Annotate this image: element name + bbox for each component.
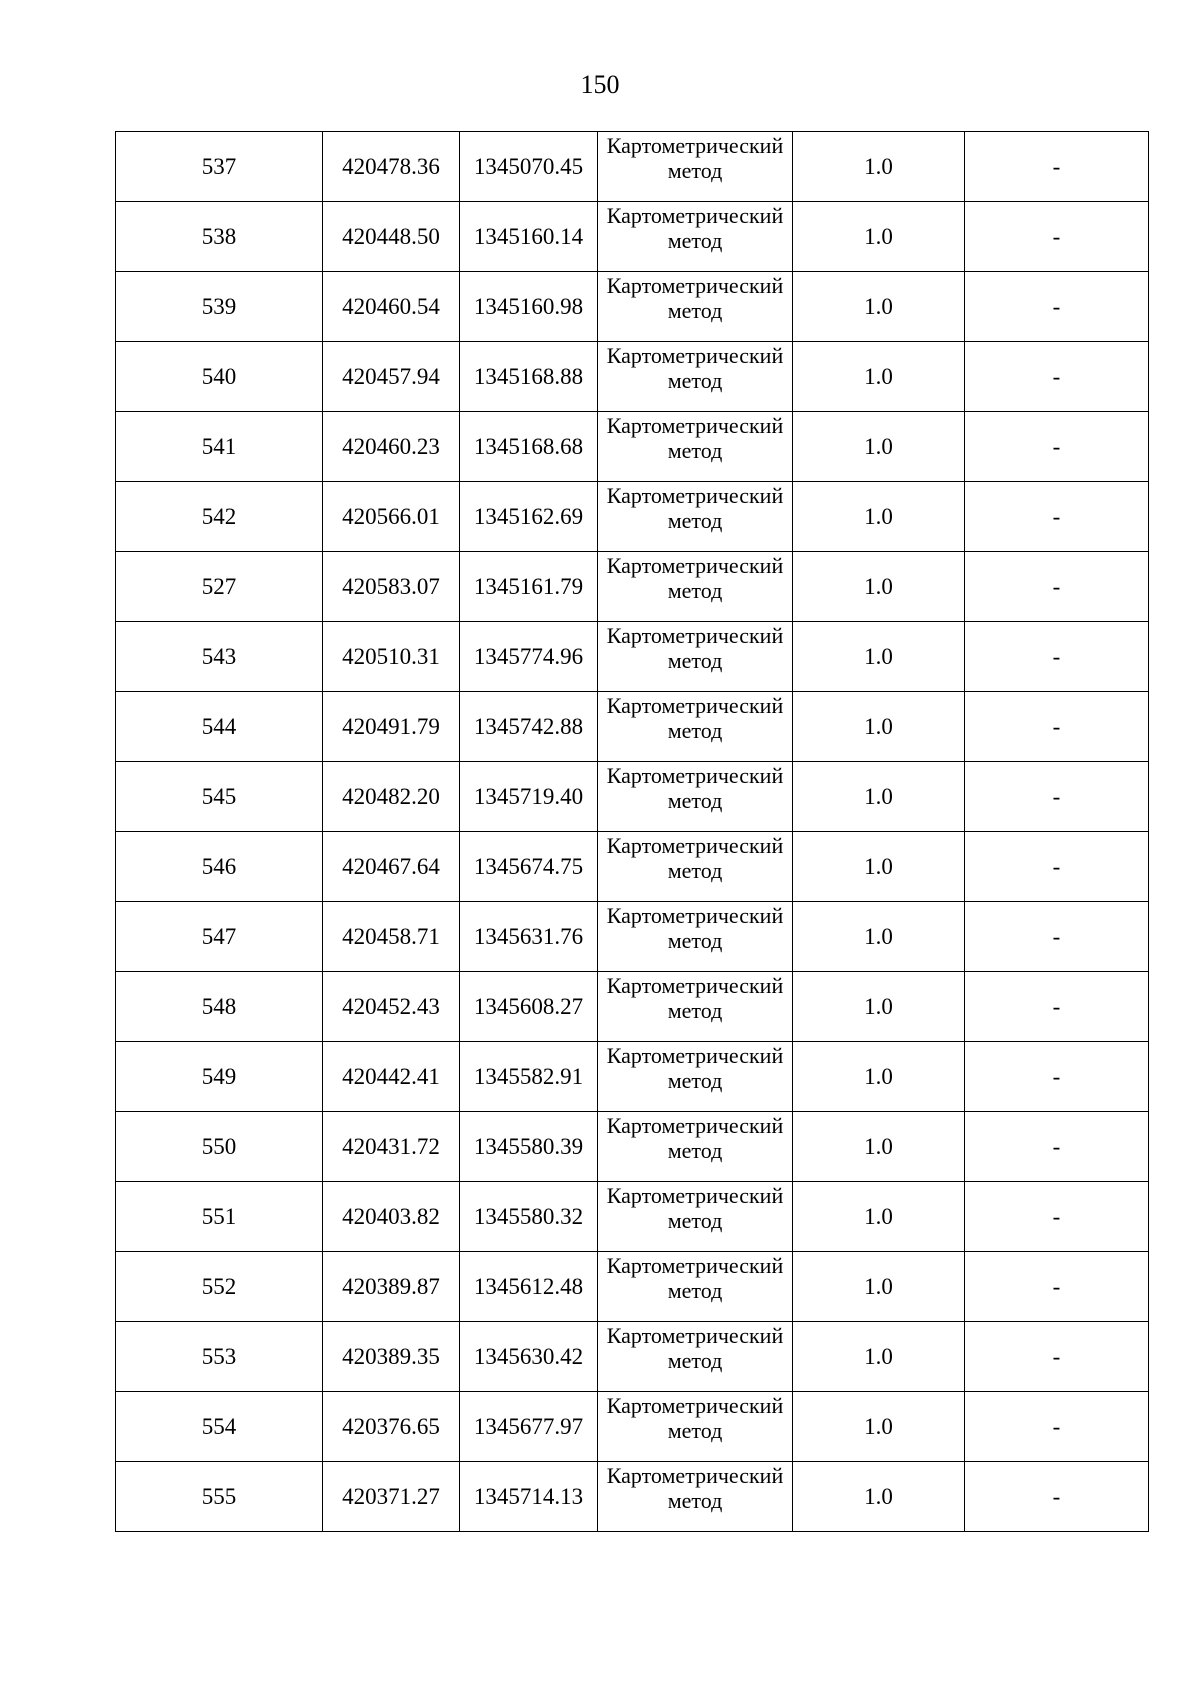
accuracy-cell: 1.0 [793, 692, 965, 762]
point-number-cell: 553 [116, 1322, 323, 1392]
method-line-2: метод [667, 298, 723, 323]
method-line-2: метод [667, 438, 723, 463]
table-row [116, 1462, 1149, 1532]
method-line-1: Картометрический [606, 273, 784, 298]
y-coordinate-cell: 1345719.40 [460, 762, 598, 832]
note-cell: - [965, 132, 1149, 202]
accuracy-cell: 1.0 [793, 1112, 965, 1182]
point-number-cell: 543 [116, 622, 323, 692]
point-number-cell: 546 [116, 832, 323, 902]
note-cell: - [965, 202, 1149, 272]
method-line-2: метод [667, 998, 723, 1023]
method-cell [598, 1042, 793, 1112]
note-cell: - [965, 412, 1149, 482]
y-coordinate-cell: 1345742.88 [460, 692, 598, 762]
method-cell [598, 202, 793, 272]
method-line-2: метод [667, 508, 723, 533]
method-line-2: метод [667, 578, 723, 603]
method-line-1: Картометрический [606, 133, 784, 158]
accuracy-cell: 1.0 [793, 1462, 965, 1532]
note-cell: - [965, 762, 1149, 832]
x-coordinate-cell: 420510.31 [323, 622, 460, 692]
accuracy-cell: 1.0 [793, 132, 965, 202]
method-line-1: Картометрический [606, 833, 784, 858]
accuracy-cell: 1.0 [793, 412, 965, 482]
x-coordinate-cell: 420452.43 [323, 972, 460, 1042]
method-line-1: Картометрический [606, 623, 784, 648]
note-cell: - [965, 1182, 1149, 1252]
method-cell [598, 972, 793, 1042]
method-cell [598, 762, 793, 832]
table-row [116, 132, 1149, 202]
point-number-cell: 554 [116, 1392, 323, 1462]
method-line-1: Картометрический [606, 1253, 784, 1278]
accuracy-cell: 1.0 [793, 1252, 965, 1322]
accuracy-cell: 1.0 [793, 1322, 965, 1392]
method-line-2: метод [667, 1208, 723, 1233]
method-line-1: Картометрический [606, 693, 784, 718]
table-row [116, 622, 1149, 692]
x-coordinate-cell: 420371.27 [323, 1462, 460, 1532]
method-line-2: метод [667, 1348, 723, 1373]
accuracy-cell: 1.0 [793, 1182, 965, 1252]
x-coordinate-cell: 420491.79 [323, 692, 460, 762]
x-coordinate-cell: 420482.20 [323, 762, 460, 832]
note-cell: - [965, 1462, 1149, 1532]
method-cell [598, 1392, 793, 1462]
accuracy-cell: 1.0 [793, 202, 965, 272]
x-coordinate-cell: 420389.87 [323, 1252, 460, 1322]
note-cell: - [965, 1392, 1149, 1462]
accuracy-cell: 1.0 [793, 482, 965, 552]
table-row [116, 832, 1149, 902]
y-coordinate-cell: 1345160.98 [460, 272, 598, 342]
note-cell: - [965, 342, 1149, 412]
table-row [116, 1112, 1149, 1182]
table-row [116, 762, 1149, 832]
accuracy-cell: 1.0 [793, 342, 965, 412]
y-coordinate-cell: 1345161.79 [460, 552, 598, 622]
method-line-1: Картометрический [606, 903, 784, 928]
table-row [116, 1042, 1149, 1112]
point-number-cell: 537 [116, 132, 323, 202]
y-coordinate-cell: 1345582.91 [460, 1042, 598, 1112]
method-cell [598, 1322, 793, 1392]
note-cell: - [965, 902, 1149, 972]
y-coordinate-cell: 1345612.48 [460, 1252, 598, 1322]
y-coordinate-cell: 1345168.88 [460, 342, 598, 412]
table-row [116, 342, 1149, 412]
method-line-2: метод [667, 228, 723, 253]
method-line-2: метод [667, 1138, 723, 1163]
y-coordinate-cell: 1345774.96 [460, 622, 598, 692]
y-coordinate-cell: 1345608.27 [460, 972, 598, 1042]
accuracy-cell: 1.0 [793, 902, 965, 972]
method-cell [598, 412, 793, 482]
method-line-2: метод [667, 1418, 723, 1443]
y-coordinate-cell: 1345580.32 [460, 1182, 598, 1252]
x-coordinate-cell: 420583.07 [323, 552, 460, 622]
point-number-cell: 542 [116, 482, 323, 552]
point-number-cell: 538 [116, 202, 323, 272]
y-coordinate-cell: 1345168.68 [460, 412, 598, 482]
accuracy-cell: 1.0 [793, 552, 965, 622]
x-coordinate-cell: 420460.23 [323, 412, 460, 482]
method-line-2: метод [667, 928, 723, 953]
method-line-2: метод [667, 1278, 723, 1303]
note-cell: - [965, 1112, 1149, 1182]
note-cell: - [965, 1252, 1149, 1322]
x-coordinate-cell: 420442.41 [323, 1042, 460, 1112]
method-line-1: Картометрический [606, 1323, 784, 1348]
accuracy-cell: 1.0 [793, 832, 965, 902]
method-cell [598, 1252, 793, 1322]
method-cell [598, 1462, 793, 1532]
y-coordinate-cell: 1345714.13 [460, 1462, 598, 1532]
y-coordinate-cell: 1345630.42 [460, 1322, 598, 1392]
y-coordinate-cell: 1345677.97 [460, 1392, 598, 1462]
x-coordinate-cell: 420460.54 [323, 272, 460, 342]
method-line-2: метод [667, 158, 723, 183]
x-coordinate-cell: 420457.94 [323, 342, 460, 412]
method-cell [598, 482, 793, 552]
method-cell [598, 622, 793, 692]
x-coordinate-cell: 420376.65 [323, 1392, 460, 1462]
method-line-2: метод [667, 858, 723, 883]
table-row [116, 552, 1149, 622]
coordinates-table [115, 131, 1149, 1532]
point-number-cell: 544 [116, 692, 323, 762]
point-number-cell: 549 [116, 1042, 323, 1112]
method-cell [598, 552, 793, 622]
table-row [116, 1392, 1149, 1462]
method-line-2: метод [667, 1068, 723, 1093]
table-body [116, 132, 1149, 1532]
point-number-cell: 545 [116, 762, 323, 832]
note-cell: - [965, 972, 1149, 1042]
method-line-1: Картометрический [606, 1463, 784, 1488]
table-row [116, 902, 1149, 972]
accuracy-cell: 1.0 [793, 1042, 965, 1112]
x-coordinate-cell: 420467.64 [323, 832, 460, 902]
method-cell [598, 902, 793, 972]
x-coordinate-cell: 420448.50 [323, 202, 460, 272]
point-number-cell: 539 [116, 272, 323, 342]
method-line-1: Картометрический [606, 973, 784, 998]
point-number-cell: 550 [116, 1112, 323, 1182]
point-number-cell: 552 [116, 1252, 323, 1322]
note-cell: - [965, 552, 1149, 622]
method-cell [598, 132, 793, 202]
accuracy-cell: 1.0 [793, 762, 965, 832]
point-number-cell: 555 [116, 1462, 323, 1532]
method-line-2: метод [667, 788, 723, 813]
note-cell: - [965, 1042, 1149, 1112]
method-cell [598, 272, 793, 342]
note-cell: - [965, 622, 1149, 692]
point-number-cell: 527 [116, 552, 323, 622]
note-cell: - [965, 482, 1149, 552]
x-coordinate-cell: 420431.72 [323, 1112, 460, 1182]
accuracy-cell: 1.0 [793, 972, 965, 1042]
point-number-cell: 547 [116, 902, 323, 972]
point-number-cell: 540 [116, 342, 323, 412]
method-line-1: Картометрический [606, 483, 784, 508]
table-row [116, 1322, 1149, 1392]
table-row [116, 412, 1149, 482]
method-line-2: метод [667, 648, 723, 673]
method-line-2: метод [667, 1488, 723, 1513]
method-cell [598, 692, 793, 762]
method-cell [598, 342, 793, 412]
method-line-1: Картометрический [606, 1043, 784, 1068]
method-line-1: Картометрический [606, 343, 784, 368]
point-number-cell: 541 [116, 412, 323, 482]
y-coordinate-cell: 1345070.45 [460, 132, 598, 202]
method-line-1: Картометрический [606, 203, 784, 228]
table-row [116, 272, 1149, 342]
x-coordinate-cell: 420403.82 [323, 1182, 460, 1252]
y-coordinate-cell: 1345580.39 [460, 1112, 598, 1182]
note-cell: - [965, 272, 1149, 342]
x-coordinate-cell: 420389.35 [323, 1322, 460, 1392]
y-coordinate-cell: 1345162.69 [460, 482, 598, 552]
method-line-2: метод [667, 368, 723, 393]
table-row [116, 972, 1149, 1042]
y-coordinate-cell: 1345631.76 [460, 902, 598, 972]
accuracy-cell: 1.0 [793, 1392, 965, 1462]
note-cell: - [965, 832, 1149, 902]
note-cell: - [965, 1322, 1149, 1392]
table-row [116, 1252, 1149, 1322]
x-coordinate-cell: 420458.71 [323, 902, 460, 972]
table-row [116, 1182, 1149, 1252]
method-cell [598, 1112, 793, 1182]
method-line-1: Картометрический [606, 1113, 784, 1138]
point-number-cell: 551 [116, 1182, 323, 1252]
method-line-1: Картометрический [606, 413, 784, 438]
accuracy-cell: 1.0 [793, 272, 965, 342]
method-line-2: метод [667, 718, 723, 743]
point-number-cell: 548 [116, 972, 323, 1042]
x-coordinate-cell: 420566.01 [323, 482, 460, 552]
table-row [116, 202, 1149, 272]
note-cell: - [965, 692, 1149, 762]
method-line-1: Картометрический [606, 763, 784, 788]
method-line-1: Картометрический [606, 553, 784, 578]
table-row [116, 692, 1149, 762]
accuracy-cell: 1.0 [793, 622, 965, 692]
y-coordinate-cell: 1345674.75 [460, 832, 598, 902]
method-cell [598, 1182, 793, 1252]
method-line-1: Картометрический [606, 1183, 784, 1208]
table-row [116, 482, 1149, 552]
method-line-1: Картометрический [606, 1393, 784, 1418]
page-number: 150 [580, 70, 620, 99]
y-coordinate-cell: 1345160.14 [460, 202, 598, 272]
x-coordinate-cell: 420478.36 [323, 132, 460, 202]
method-cell [598, 832, 793, 902]
